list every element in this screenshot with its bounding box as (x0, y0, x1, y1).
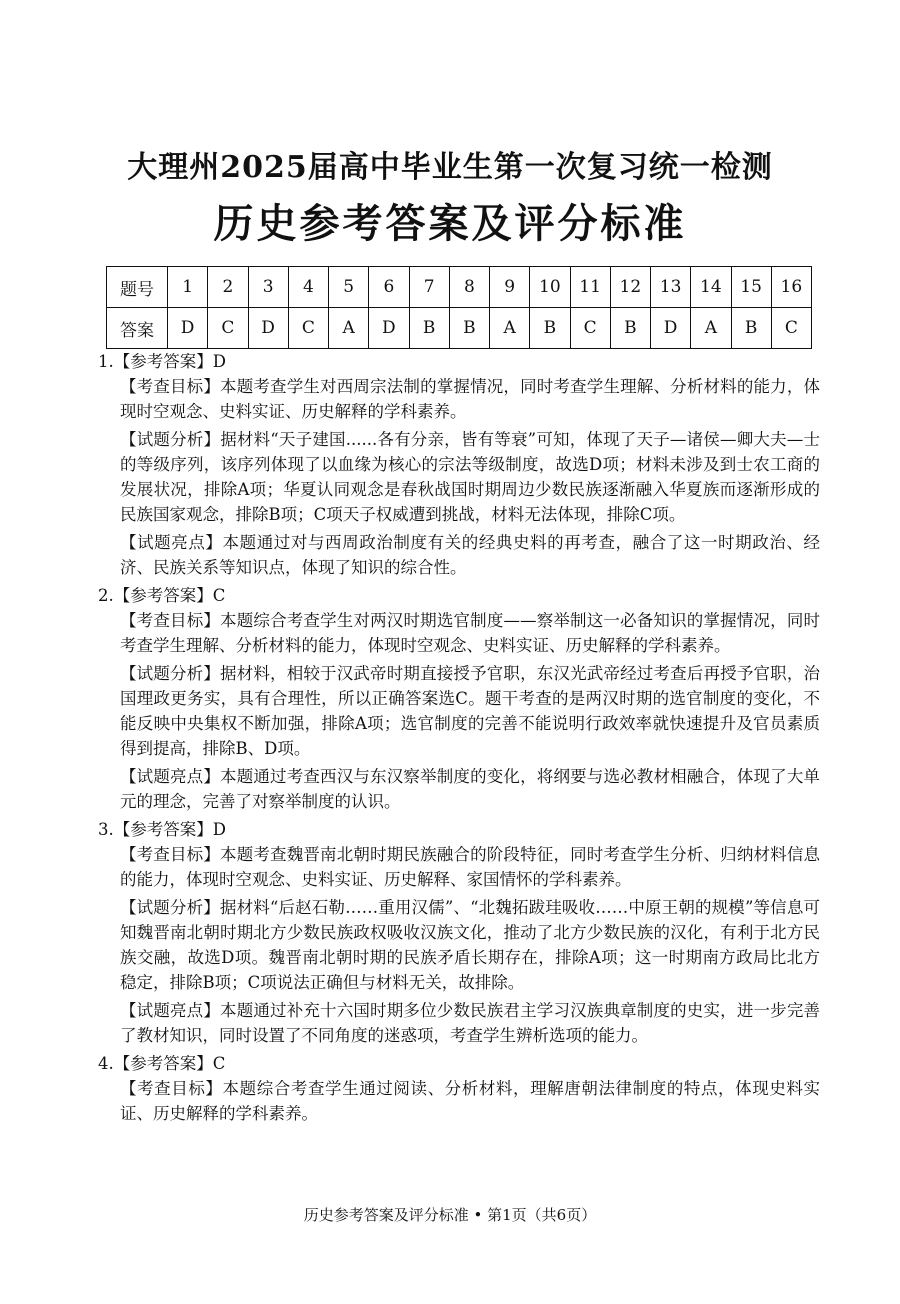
exam-objective: 【考查目标】本题综合考查学生通过阅读、分析材料，理解唐朝法律制度的特点，体现史料实证、历史解释的学科素养。 (120, 1079, 820, 1123)
answer-cell: A (329, 308, 369, 349)
answer-table-number-label: 题号 (107, 267, 168, 308)
answer-cell: A (691, 308, 731, 349)
answer-table-answer-label: 答案 (107, 308, 168, 349)
question-analysis: 【试题分析】据材料“后赵石勒……重用汉儒”、“北魏拓跋珪吸收……中原王朝的规模”等信息可知魏晋南北朝时期北方少数民族政权吸收汉族文化，推动了北方少数民族的汉化，有利于北方民族交融，故选D项。魏晋南北朝时期的民族矛盾长期存在，排除A项；这一时期南方政局比北方稳定，排除B项；C项说法正确但与材料无关，故排除。 (120, 898, 820, 992)
answer-explanations (98, 349, 820, 1129)
page-footer: 历史参考答案及评分标准 • 第1页（共6页） (303, 1206, 597, 1224)
question-number-cell: 4 (288, 267, 328, 308)
question-answer-heading: 2.【参考答案】C (98, 586, 226, 605)
question-answer-heading: 4.【参考答案】C (98, 1054, 226, 1073)
answer-cell: C (288, 308, 328, 349)
question-number-cell: 1 (168, 267, 208, 308)
answer-cell: C (570, 308, 610, 349)
question-highlight: 【试题亮点】本题通过补充十六国时期多位少数民族君主学习汉族典章制度的史实，进一步完善了教材知识，同时设置了不同角度的迷惑项，考查学生辨析选项的能力。 (120, 1001, 820, 1045)
answer-cell: B (409, 308, 449, 349)
answer-table-answer-row (107, 308, 812, 349)
answer-cell: D (651, 308, 691, 349)
question-4 (98, 1051, 820, 1126)
question-number-cell: 16 (771, 267, 811, 308)
question-3 (98, 817, 820, 1048)
answer-cell: B (530, 308, 570, 349)
question-number-cell: 12 (610, 267, 650, 308)
exam-objective: 【考查目标】本题综合考查学生对两汉时期选官制度——察举制这一必备知识的掌握情况，同时考查学生理解、分析材料的能力，体现时空观念、史料实证、历史解释的学科素养。 (120, 611, 820, 655)
answer-cell: C (208, 308, 248, 349)
answer-cell: B (449, 308, 489, 349)
question-number-cell: 6 (369, 267, 409, 308)
question-number-cell: 2 (208, 267, 248, 308)
question-answer-heading: 1.【参考答案】D (98, 352, 226, 371)
answer-cell: B (731, 308, 771, 349)
answer-cell: D (168, 308, 208, 349)
exam-objective: 【考查目标】本题考查学生对西周宗法制的掌握情况，同时考查学生理解、分析材料的能力，体现时空观念、史料实证、历史解释的学科素养。 (120, 377, 820, 421)
question-number-cell: 13 (651, 267, 691, 308)
answer-cell: D (369, 308, 409, 349)
question-analysis: 【试题分析】据材料，相较于汉武帝时期直接授予官职，东汉光武帝经过考查后再授予官职，治国理政更务实，具有合理性，所以正确答案选C。题干考查的是两汉时期的选官制度的变化，不能反映中央集权不断加强，排除A项；选官制度的完善不能说明行政效率就快速提升及官员素质得到提高，排除B、D项。 (120, 664, 820, 758)
question-highlight: 【试题亮点】本题通过考查西汉与东汉察举制度的变化，将纲要与选必教材相融合，体现了大单元的理念，完善了对察举制度的认识。 (120, 767, 820, 811)
document-title: 大理州2025届高中毕业生第一次复习统一检测 (127, 150, 773, 185)
question-number-cell: 7 (409, 267, 449, 308)
question-answer-heading: 3.【参考答案】D (98, 820, 226, 839)
question-number-cell: 10 (530, 267, 570, 308)
question-number-cell: 9 (490, 267, 530, 308)
exam-objective: 【考查目标】本题考查魏晋南北朝时期民族融合的阶段特征，同时考查学生分析、归纳材料信息的能力，体现时空观念、史料实证、历史解释、家国情怀的学科素养。 (120, 845, 820, 889)
question-number-cell: 14 (691, 267, 731, 308)
answer-cell: A (490, 308, 530, 349)
question-number-cell: 11 (570, 267, 610, 308)
answer-cell: C (771, 308, 811, 349)
question-1 (98, 349, 820, 580)
answer-table (106, 266, 812, 349)
question-number-cell: 3 (248, 267, 288, 308)
answer-cell: D (248, 308, 288, 349)
answer-cell: B (610, 308, 650, 349)
question-number-cell: 8 (449, 267, 489, 308)
question-highlight: 【试题亮点】本题通过对与西周政治制度有关的经典史料的再考查，融合了这一时期政治、经济、民族关系等知识点，体现了知识的综合性。 (120, 533, 820, 577)
question-number-cell: 15 (731, 267, 771, 308)
answer-table-number-row (107, 267, 812, 308)
question-analysis: 【试题分析】据材料“天子建国......各有分亲，皆有等衰”可知，体现了天子—诸侯—卿大夫—士的等级序列，该序列体现了以血缘为核心的宗法等级制度，故选D项；材料未涉及到士农工商的发展状况，排除A项；华夏认同观念是春秋战国时期周边少数民族逐渐融入华夏族而逐渐形成的民族国家观念，排除B项；C项天子权威遭到挑战，材料无法体现，排除C项。 (120, 430, 820, 524)
document-subtitle: 历史参考答案及评分标准 (213, 200, 687, 247)
question-2 (98, 583, 820, 814)
question-number-cell: 5 (329, 267, 369, 308)
